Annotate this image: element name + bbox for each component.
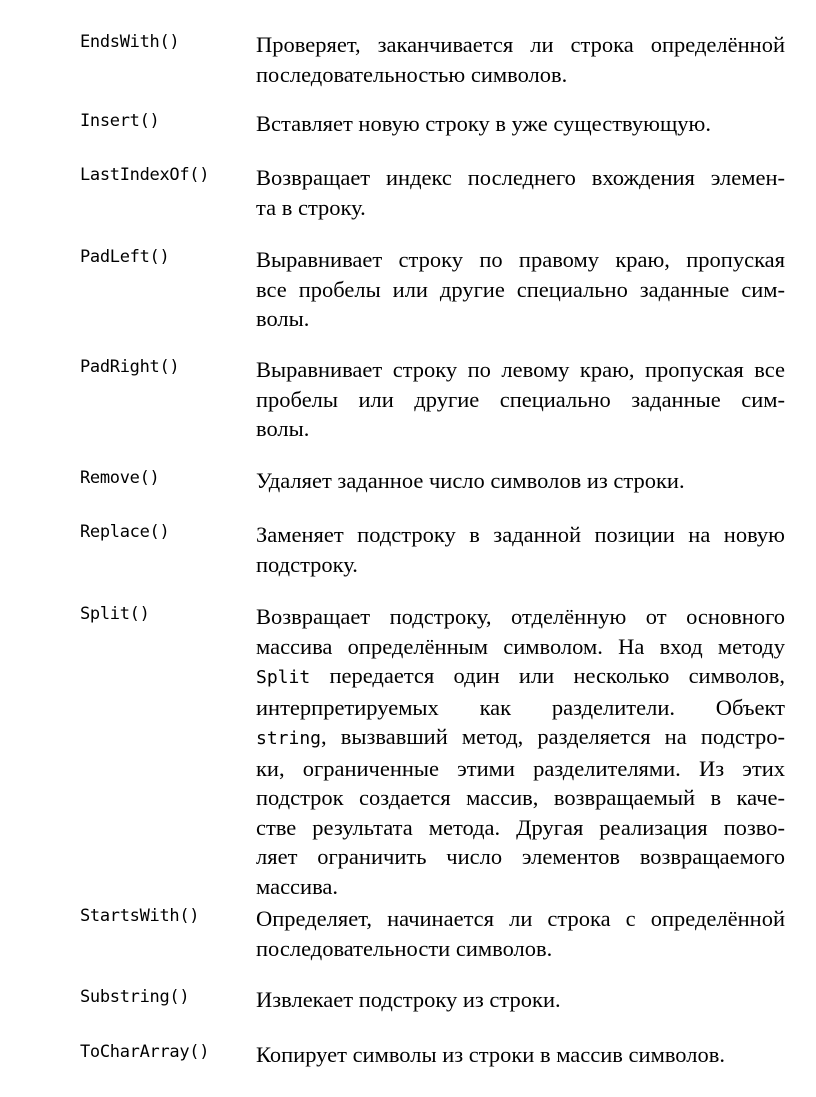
method-name: PadLeft() (80, 247, 170, 267)
description-text: передается один или несколько символов, (310, 663, 785, 688)
description-line: последовательности символов. (256, 935, 553, 961)
description-line: Возвращает подстроку, отделённую от основного (256, 604, 785, 629)
method-description (256, 466, 785, 496)
method-description (256, 904, 785, 963)
description-line: ки, ограниченные этими разделителями. Из этих (256, 755, 785, 781)
description-line (256, 661, 785, 693)
description-line: Проверяет, заканчивается ли строка определённой (256, 32, 785, 57)
method-name: EndsWith() (80, 32, 180, 52)
method-description (256, 109, 785, 139)
method-name: Remove() (80, 468, 160, 488)
description-line: все пробелы или другие специально заданные сим- (256, 276, 785, 302)
description-line: массива определённым символом. На вход методу (256, 633, 785, 659)
description-text: , вызвавший метод, разделяется на подстро- (321, 724, 785, 749)
description-line: Определяет, начинается ли строка с определённой (256, 906, 785, 931)
description-line: ляет ограничить число элементов возвращаемого (256, 844, 785, 869)
method-description (256, 355, 785, 444)
description-line: Удаляет заданное число символов из строки. (256, 468, 685, 493)
method-name: Substring() (80, 987, 190, 1007)
description-line (256, 722, 785, 754)
method-description (256, 245, 785, 334)
description-line: подстрок создается массив, возвращаемый в каче- (256, 785, 785, 810)
description-line: Копирует символы из строки в массив символов. (256, 1042, 725, 1067)
description-line: пробелы или другие специально заданные сим- (256, 386, 785, 412)
method-name: Split() (80, 604, 150, 624)
description-line: Заменяет подстроку в заданной позиции на новую (256, 522, 785, 547)
method-description (256, 520, 785, 579)
description-line: Выравнивает строку по левому краю, пропуская все (256, 357, 785, 382)
description-line: волы. (256, 306, 310, 331)
method-description (256, 602, 785, 901)
method-name: LastIndexOf() (80, 165, 210, 185)
description-line: интерпретируемых как разделители. Объект (256, 694, 785, 720)
description-line: Вставляет новую строку в уже существующую. (256, 111, 711, 136)
method-name: ToCharArray() (80, 1042, 210, 1062)
description-line: Возвращает индекс последнего вхождения элемен- (256, 165, 785, 190)
method-description (256, 1040, 785, 1070)
description-line: волы. (256, 416, 310, 441)
description-line: стве результата метода. Другая реализация позво- (256, 814, 785, 840)
inline-code: Split (256, 667, 311, 688)
description-line: последовательностью символов. (256, 61, 568, 87)
description-line: Выравнивает строку по правому краю, пропуская (256, 247, 785, 272)
method-description (256, 30, 785, 89)
method-name: StartsWith() (80, 906, 200, 926)
method-name: Replace() (80, 522, 170, 542)
method-name: PadRight() (80, 357, 180, 377)
description-line: та в строку. (256, 194, 366, 220)
method-description (256, 163, 785, 222)
description-line: массива. (256, 873, 339, 899)
description-line: подстроку. (256, 551, 358, 577)
inline-code: string (256, 728, 322, 749)
method-name: Insert() (80, 111, 160, 131)
description-line: Извлекает подстроку из строки. (256, 987, 561, 1012)
method-description (256, 985, 785, 1015)
